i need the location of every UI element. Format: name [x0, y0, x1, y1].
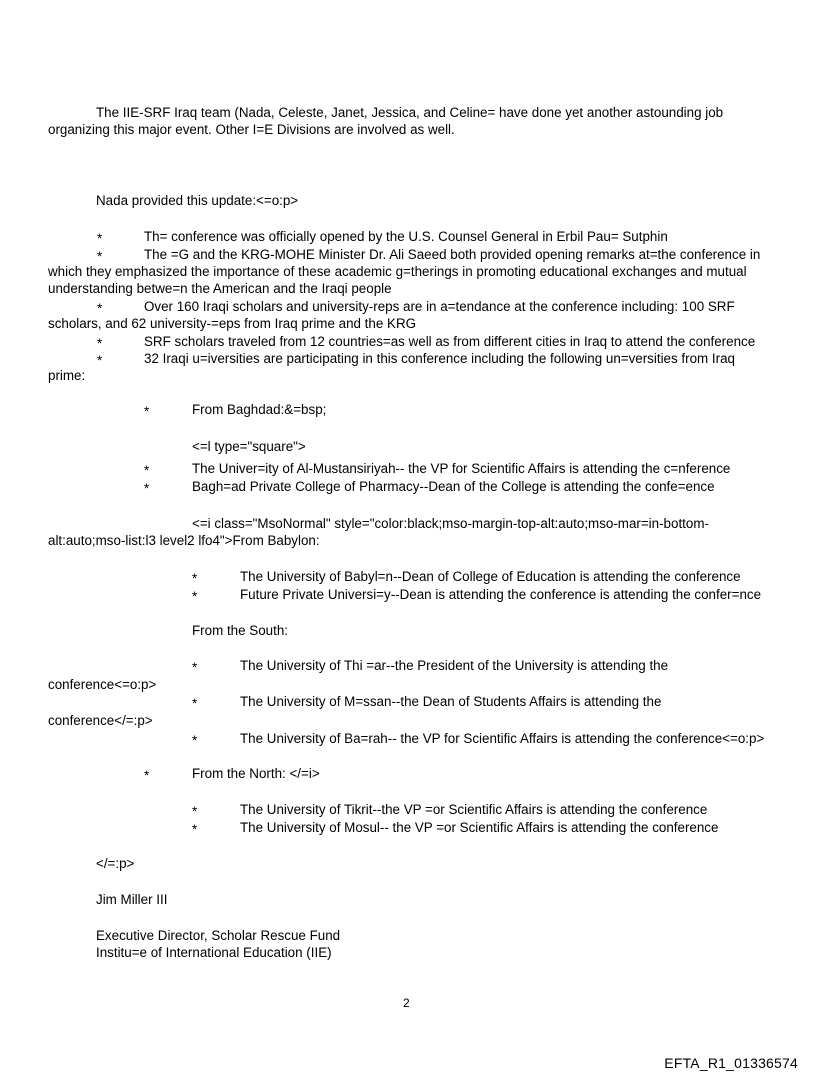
bullet-5-line-1: 32 Iraqi u=iversities are participating in this conference including the following un=versities from Iraq — [144, 351, 735, 366]
page-number: 2 — [403, 996, 410, 1010]
north-item: The University of Tikrit--the VP =or Scientific Affairs is attending the conference — [240, 802, 708, 817]
bullet-marker: * — [144, 463, 150, 478]
intro-line-2: organizing this major event. Other I=E Divisions are involved as well. — [48, 122, 455, 137]
bullet-marker: * — [97, 231, 103, 246]
south-heading: From the South: — [192, 623, 289, 638]
bullet-marker: * — [97, 301, 103, 316]
babylon-heading-line-2: alt:auto;mso-list:l3 level2 lfo4">From Babylon: — [48, 533, 320, 548]
bullet-2-line-1: The =G and the KRG-MOHE Minister Dr. Ali Saeed both provided opening remarks at=the conference in — [144, 247, 761, 262]
bullet-4-text: SRF scholars traveled from 12 countries=as well as from different cities in Iraq to attend the conference — [144, 334, 756, 349]
bullet-marker: * — [144, 768, 150, 783]
bullet-marker: * — [192, 804, 198, 819]
bullet-marker: * — [97, 353, 103, 368]
bullet-marker: * — [144, 404, 150, 419]
bullet-marker: * — [192, 696, 198, 711]
signature-org: Institu=e of International Education (IIE) — [96, 945, 332, 960]
bullet-marker: * — [192, 589, 198, 604]
intro-line-1: The IIE-SRF Iraq team (Nada, Celeste, Janet, Jessica, and Celine= have done yet another astounding job — [96, 105, 724, 120]
bullet-marker: * — [192, 733, 198, 748]
signature-title: Executive Director, Scholar Rescue Fund — [96, 928, 341, 943]
baghdad-item: The Univer=ity of Al-Mustansiriyah-- the VP for Scientific Affairs is attending the c=nference — [192, 461, 731, 476]
bullet-5-line-2: prime: — [48, 368, 86, 383]
bullet-marker: * — [144, 481, 150, 496]
bullet-2-line-2: which they emphasized the importance of these academic g=therings in promoting educational exchanges and mutual — [48, 264, 747, 279]
bullet-2-line-3: understanding betwe=n the American and the Iraqi people — [48, 281, 392, 296]
bullet-3-line-1: Over 160 Iraqi scholars and university-reps are in a=tendance at the conference including: 100 SRF — [144, 299, 735, 314]
bullet-marker: * — [192, 571, 198, 586]
south-item-3: The University of Ba=rah-- the VP for Scientific Affairs is attending the conference<=o:p> — [240, 731, 765, 746]
document-id: EFTA_R1_01336574 — [664, 1055, 798, 1071]
update-intro: Nada provided this update:<=o:p> — [96, 193, 299, 208]
bullet-1-text: Th= conference was officially opened by the U.S. Counsel General in Erbil Pau= Sutphin — [144, 229, 668, 244]
north-item: The University of Mosul-- the VP =or Scientific Affairs is attending the conference — [240, 820, 719, 835]
south-item-1-line-1: The University of Thi =ar--the President of the University is attending the — [240, 658, 669, 673]
bullet-marker: * — [97, 336, 103, 351]
bullet-marker: * — [192, 660, 198, 675]
babylon-item: Future Private Universi=y--Dean is attending the conference is attending the confer=nce — [240, 587, 762, 602]
south-item-2-line-1: The University of M=ssan--the Dean of Students Affairs is attending the — [240, 694, 662, 709]
baghdad-item: Bagh=ad Private College of Pharmacy--Dean of the College is attending the confe=ence — [192, 479, 715, 494]
bullet-marker: * — [192, 822, 198, 837]
baghdad-heading: From Baghdad:&=bsp; — [192, 402, 327, 417]
south-item-2-line-2: conference</=:p> — [48, 713, 153, 728]
signature-name: Jim Miller III — [96, 892, 168, 907]
bullet-marker: * — [97, 249, 103, 264]
baghdad-list-tag: <=l type="square"> — [192, 439, 306, 454]
babylon-heading-line-1: <=i class="MsoNormal" style="color:black;mso-margin-top-alt:auto;mso-mar=in-bottom- — [192, 516, 709, 531]
bullet-3-line-2: scholars, and 62 university-=eps from Iraq prime and the KRG — [48, 316, 417, 331]
north-heading: From the North: </=i> — [192, 766, 320, 781]
babylon-item: The University of Babyl=n--Dean of College of Education is attending the conference — [240, 569, 741, 584]
closing-tag: </=:p> — [96, 856, 135, 871]
south-item-1-line-2: conference<=o:p> — [48, 677, 157, 692]
